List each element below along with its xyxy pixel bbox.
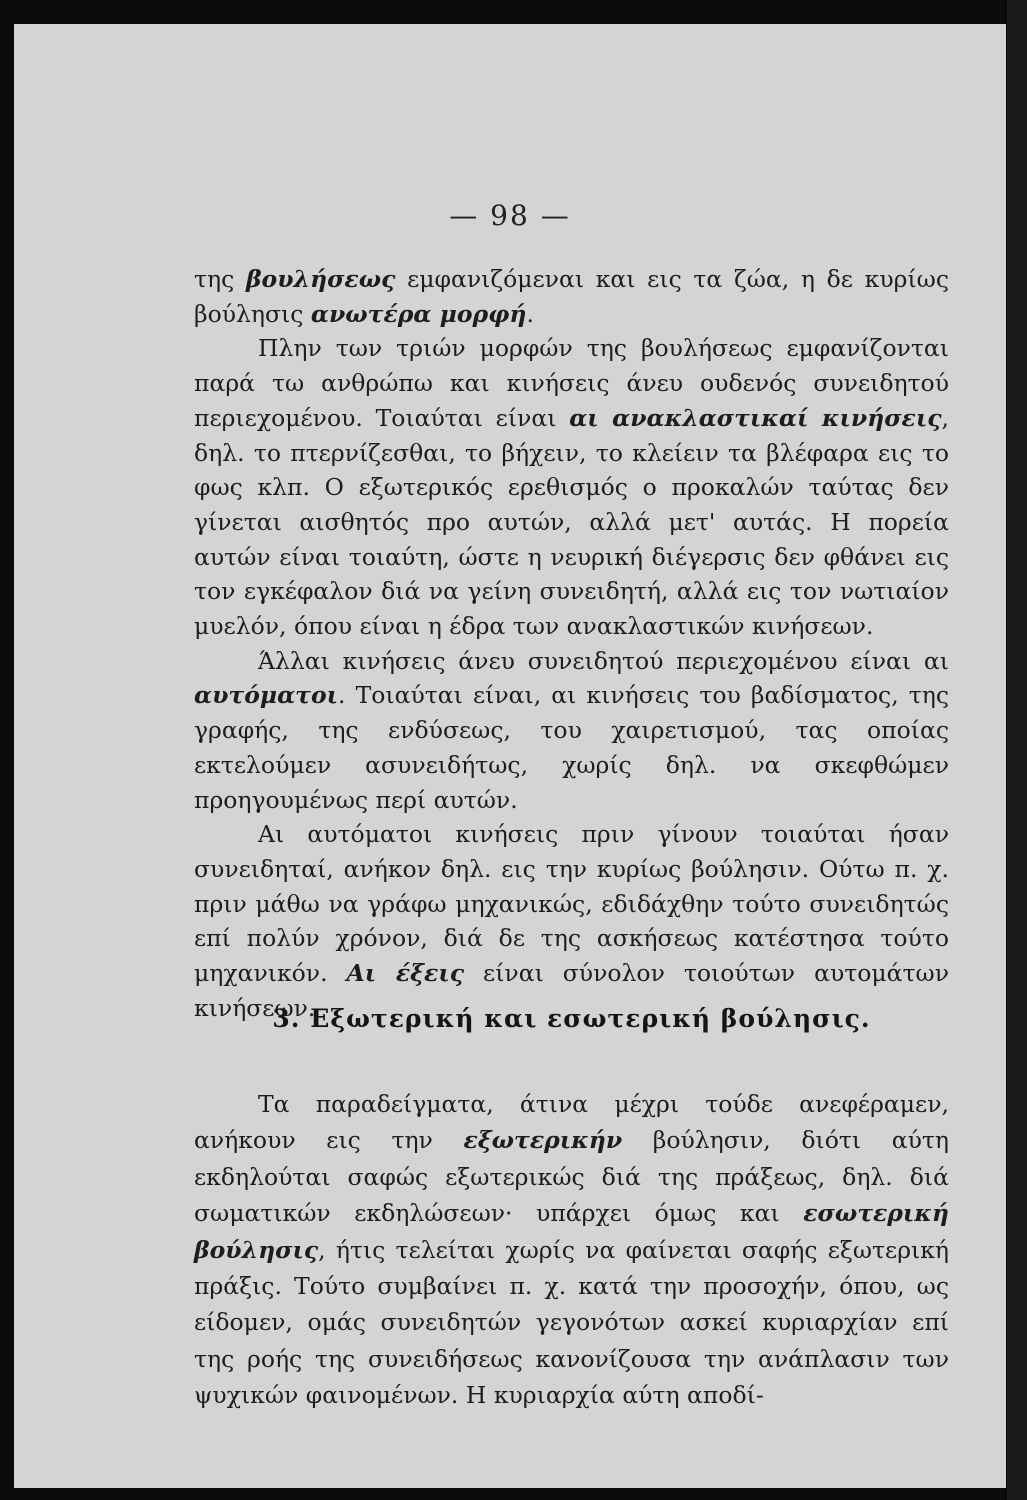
paragraph-external-internal-will [194, 1086, 949, 1414]
p1-emphasis-1: βουλήσεως [245, 265, 396, 293]
main-text-block [194, 262, 949, 1025]
p2-text-2: , δηλ. το πτερνίζεσθαι, το βήχειν, το κλείειν τα βλέφαρα εις το φως κλπ. Ο εξωτερικός ερεθισμός ο προκαλών ταύτας δεν γίνεται αισθητός προ αυτών, αλλά μετ' αυτάς. Η πορεία αυτών είναι τοιαύτη, ώστε η νευρική διέγερσις δεν φθάνει εις τον εγκέφαλον διά να γείνη συνειδητή, αλλά εις τον νωτιαίον μυελόν, όπου είναι η έδρα των ανακλαστικών κινήσεων. [194, 403, 950, 641]
p1-emphasis-2: ανωτέρα μορφή [310, 299, 527, 328]
p1-text-1: της [194, 265, 246, 293]
p2-emphasis-1: αι ανακλαστικαί κινήσεις [569, 403, 942, 432]
p4-text-2: είναι σύνολον τοιούτων αυτομάτων κινήσεων. [194, 959, 949, 1022]
section-text-block [194, 1086, 949, 1414]
p5-text-3: , ήτις τελείται χωρίς να φαίνεται σαφής εξωτερική πράξις. Τούτο συμβαίνει π. χ. κατά την προσοχήν, όπου, ως είδομεν, ομάς συνειδητών γεγονότων ασκεί κυριαρχίαν επί της ροής της συνειδήσεως κανονίζουσα την ανάπλασιν των ψυχικών φαινομένων. Η κυριαρχία αύτη αποδί- [194, 1235, 949, 1410]
section-heading: 3. Εξωτερική και εσωτερική βούλησις. [272, 1004, 871, 1033]
paragraph-habits [194, 817, 949, 1025]
p1-text-3: . [526, 299, 534, 328]
p5-emphasis-1: εξωτερικήν [463, 1126, 623, 1155]
p3-text-2: . Τοιαύται είναι, αι κινήσεις του βαδίσματος, της γραφής, της ενδύσεως, του χαιρετισμού, τας οποίας εκτελούμεν ασυνειδήτως, χωρίς δηλ. να σκεφθώμεν προηγουμένως περί αυτών. [194, 681, 949, 814]
p5-emphasis-2: εσωτερική βούλησις [194, 1199, 949, 1264]
p3-text-1: Άλλαι κινήσεις άνευ συνειδητού περιεχομένου είναι αι [258, 646, 949, 675]
paragraph-continuation [194, 262, 949, 331]
paragraph-reflex-movements [194, 331, 949, 643]
paragraph-automatic-movements [194, 644, 949, 818]
p2-text-1: Πλην των τριών μορφών της βουλήσεως εμφανίζονται παρά τω ανθρώπω και κινήσεις άνευ ουδενός συνειδητού περιεχομένου. Τοιαύται είναι [194, 334, 949, 432]
p5-text-1: Τα παραδείγματα, άτινα μέχρι τούδε ανεφέραμεν, ανήκουν εις την [194, 1090, 949, 1155]
book-page [14, 24, 1006, 1488]
p5-text-2: βούλησιν, διότι αύτη εκδηλούται σαφώς εξωτερικώς διά της πράξεως, δηλ. διά σωματικών εκδηλώσεων· υπάρχει όμως και [194, 1126, 949, 1228]
p1-text-2: εμφανιζόμεναι και εις τα ζώα, η δε κυρίως βούλησις [194, 265, 949, 328]
p3-emphasis-1: αυτόματοι [194, 681, 339, 710]
p4-text-1: Αι αυτόματοι κινήσεις πριν γίνουν τοιαύται ήσαν συνειδηταί, ανήκον δηλ. εις την κυρίως βούλησιν. Ούτω π. χ. πριν μάθω να γράφω μηχανικώς, εδιδάχθην τούτο συνειδητώς επί πολύν χρόνον, διά δε της ασκήσεως κατέστησα τούτο μηχανικόν. [194, 820, 949, 988]
scan-edge-strip [1007, 0, 1027, 1500]
page-number: — 98 — [449, 199, 571, 232]
p4-emphasis-1: Αι έξεις [346, 959, 465, 988]
